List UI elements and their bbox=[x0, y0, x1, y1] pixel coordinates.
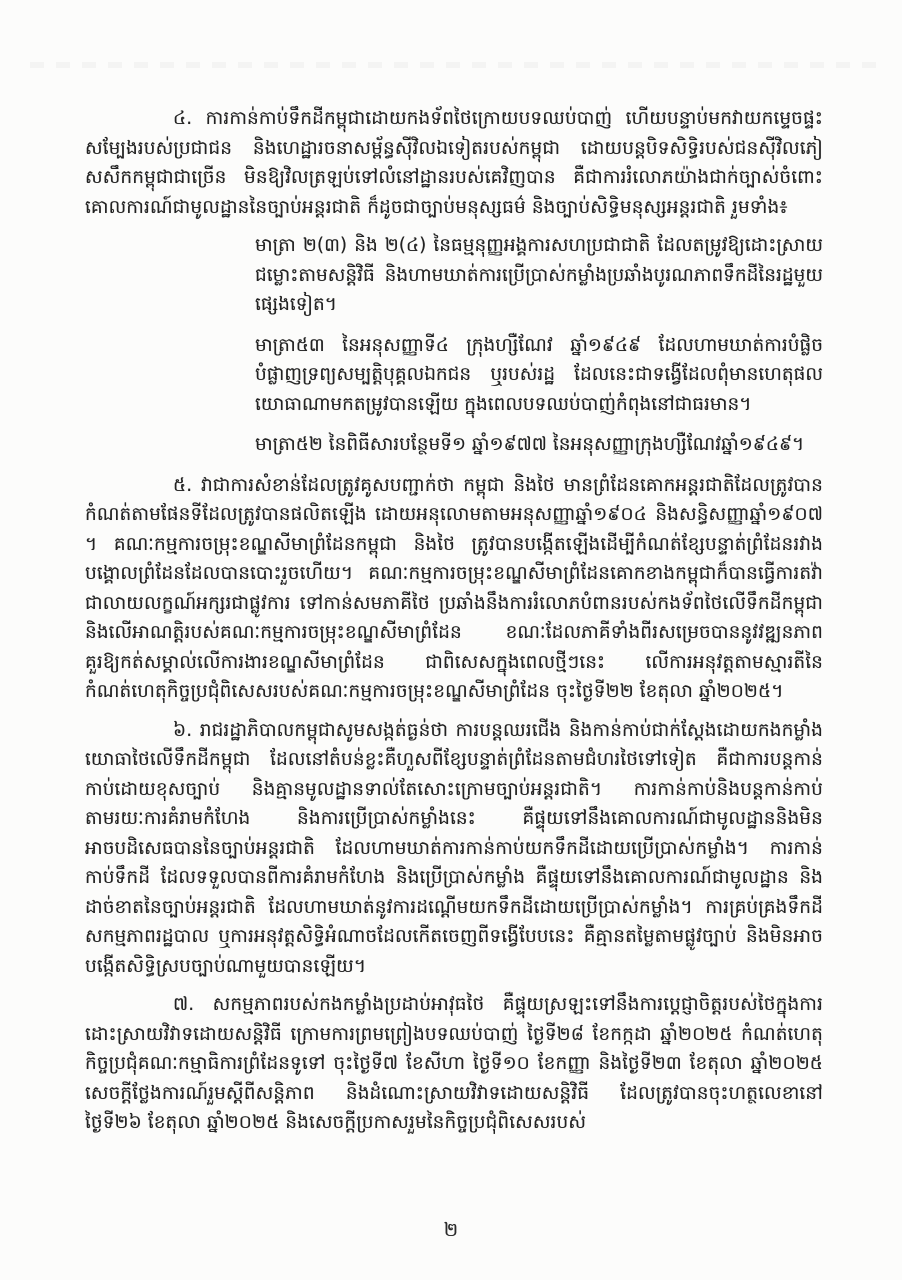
document-body bbox=[85, 104, 823, 1147]
paragraph-section-5: ៥. វាជាការសំខាន់ដែលត្រូវគូសបញ្ជាក់ថា កម្ពុជា និងថៃ មានព្រំដែនគោកអន្តរជាតិដែលត្រូវបានកំណត់តាមផែនទីដែលត្រូវបានផលិតឡើង ដោយអនុលោមតាមអនុសញ្ញាឆ្នាំ១៩០៤ និងសន្ធិសញ្ញាឆ្នាំ១៩០៧ ។ គណៈកម្មការចម្រុះខណ្ឌសីមាព្រំដែនកម្ពុជា និងថៃ ត្រូវបានបង្កើតឡើងដើម្បីកំណត់ខ្សែបន្ទាត់ព្រំដែនរវាងបង្គោលព្រំដែនដែលបានបោះរួចហើយ។ គណៈកម្មការចម្រុះខណ្ឌសីមាព្រំដែនគោកខាងកម្ពុជាក៏បានធ្វើការតវ៉ាជាលាយលក្ខណ៍អក្សរជាផ្លូវការ ទៅកាន់សមភាគីថៃ ប្រឆាំងនឹងការរំលោភបំពានរបស់កងទ័ពថៃលើទឹកដីកម្ពុជា និងលើអាណត្តិរបស់គណៈកម្មការចម្រុះខណ្ឌសីមាព្រំដែន ខណៈដែលភាគីទាំងពីរសម្រេចបាននូវវឌ្ឍនភាពគួរឱ្យកត់សម្គាល់លើការងារខណ្ឌសីមាព្រំដែន ជាពិសេសក្នុងពេលថ្មីៗនេះ លើការអនុវត្តតាមស្មារតីនៃកំណត់ហេតុកិច្ចប្រជុំពិសេសរបស់គណៈកម្មការចម្រុះខណ្ឌសីមាព្រំដែន ចុះថ្ងៃទី២២ ខែតុលា ឆ្នាំ២០២៥។ bbox=[85, 474, 823, 702]
quote-additional-protocol-article-52: មាត្រា៥២ នៃពិធីសារបន្ថែមទី១ ឆ្នាំ១៩៧៧ នៃអនុសញ្ញាក្រុងហ្សឺណែវឆ្នាំ១៩៤៩។ bbox=[255, 434, 805, 455]
paragraph-section-4: ៤. ការកាន់កាប់ទឹកដីកម្ពុជាដោយកងទ័ពថៃក្រោយបទឈប់បាញ់ ហើយបន្ទាប់មកវាយកម្ទេចផ្ទះសម្បែងរបស់ប្រជាជន និងហេដ្ឋារចនាសម្ព័ន្ធស៊ីវិលឯទៀតរបស់កម្ពុជា ដោយបន្តបិទសិទ្ធិរបស់ជនស៊ីវិលភៀសសឹកកម្ពុជាជាច្រើន មិនឱ្យវិលត្រឡប់ទៅលំនៅដ្ឋានរបស់គេវិញបាន គឺជាការរំលោភយ៉ាងជាក់ច្បាស់ចំពោះគោលការណ៍ជាមូលដ្ឋាននៃច្បាប់អន្តរជាតិ ក៏ដូចជាច្បាប់មនុស្សធម៌ និងច្បាប់សិទ្ធិមនុស្សអន្តរជាតិ រួមទាំង៖ bbox=[85, 108, 823, 218]
quote-un-charter-articles: មាត្រា ២(៣) និង ២(៤) នៃធម្មនុញ្ញអង្គការសហប្រជាជាតិ ដែលតម្រូវឱ្យដោះស្រាយជម្លោះតាមសន្តិវិធី និងហាមឃាត់ការប្រើប្រាស់កម្លាំងប្រឆាំងបូរណភាពទឹកដីនៃរដ្ឋមួយផ្សេងទៀត។ bbox=[255, 235, 823, 315]
quote-geneva-convention-article-53: មាត្រា៥៣ នៃអនុសញ្ញាទី៤ ក្រុងហ្សឺណែវ ឆ្នាំ១៩៤៩ ដែលហាមឃាត់ការបំផ្លិចបំផ្លាញទ្រព្យសម្បត្តិបុគ្គលឯកជន ឬរបស់រដ្ឋ ដែលនេះជាទង្វើដែលពុំមានហេតុផលយោធាណាមកតម្រូវបានឡើយ ក្នុងពេលបទឈប់បាញ់កំពុងនៅជាធរមាន។ bbox=[255, 334, 823, 415]
paragraph-section-7: ៧. សកម្មភាពរបស់កងកម្លាំងប្រដាប់អាវុធថៃ គឺផ្ទុយស្រឡះទៅនឹងការប្តេជ្ញាចិត្តរបស់ថៃក្នុងការដោះស្រាយវិវាទដោយសន្តិវិធី ក្រោមការព្រមព្រៀងបទឈប់បាញ់ ថ្ងៃទី២៨ ខែកក្កដា ឆ្នាំ២០២៥ កំណត់ហេតុកិច្ចប្រជុំគណៈកម្មាធិការព្រំដែនទូទៅ ចុះថ្ងៃទី៧ ខែសីហា ថ្ងៃទី១០ ខែកញ្ញា និងថ្ងៃទី២៣ ខែតុលា ឆ្នាំ២០២៥ សេចក្តីថ្លែងការណ៍រួមស្តីពីសន្តិភាព និងដំណោះស្រាយវិវាទដោយសន្តិវិធី ដែលត្រូវបានចុះហត្ថលេខានៅថ្ងៃទី២៦ ខែតុលា ឆ្នាំ២០២៥ និងសេចក្តីប្រកាសរួមនៃកិច្ចប្រជុំពិសេសរបស់ bbox=[85, 994, 823, 1133]
page-number: ២ bbox=[443, 1219, 459, 1241]
paragraph-section-6: ៦. រាជរដ្ឋាភិបាលកម្ពុជាសូមសង្កត់ធ្ងន់ថា ការបន្តឈរជើង និងកាន់កាប់ជាក់ស្តែងដោយកងកម្លាំងយោធាថៃលើទឹកដីកម្ពុជា ដែលនៅតំបន់ខ្លះគឺហួសពីខ្សែបន្ទាត់ព្រំដែនតាមជំហរថៃទៅទៀត គឺជាការបន្តកាន់កាប់ដោយខុសច្បាប់ និងគ្មានមូលដ្ឋានទាល់តែសោះក្រោមច្បាប់អន្តរជាតិ។ ការកាន់កាប់និងបន្តកាន់កាប់ តាមរយៈការគំរាមកំហែង និងការប្រើប្រាស់កម្លាំងនេះ គឺផ្ទុយទៅនឹងគោលការណ៍ជាមូលដ្ឋាននិងមិនអាចបដិសេធបាននៃច្បាប់អន្តរជាតិ ដែលហាមឃាត់ការកាន់កាប់យកទឹកដីដោយប្រើប្រាស់កម្លាំង។ ការកាន់កាប់ទឹកដី ដែលទទួលបានពីការគំរាមកំហែង និងប្រើប្រាស់កម្លាំង គឺផ្ទុយទៅនឹងគោលការណ៍ជាមូលដ្ឋាន និងដាច់ខាតនៃច្បាប់អន្តរជាតិ ដែលហាមឃាត់នូវការដណ្តើមយកទឹកដីដោយប្រើប្រាស់កម្លាំង។ ការគ្រប់គ្រងទឹកដី សកម្មភាពរដ្ឋបាល ឬការអនុវត្តសិទ្ធិអំណាចដែលកើតចេញពីទង្វើបែបនេះ គឺគ្មានតម្លៃតាមផ្លូវច្បាប់ និងមិនអាចបង្កើតសិទ្ធិស្របច្បាប់ណាមួយបានឡើយ។ bbox=[85, 719, 823, 977]
scan-artifact bbox=[30, 62, 880, 68]
